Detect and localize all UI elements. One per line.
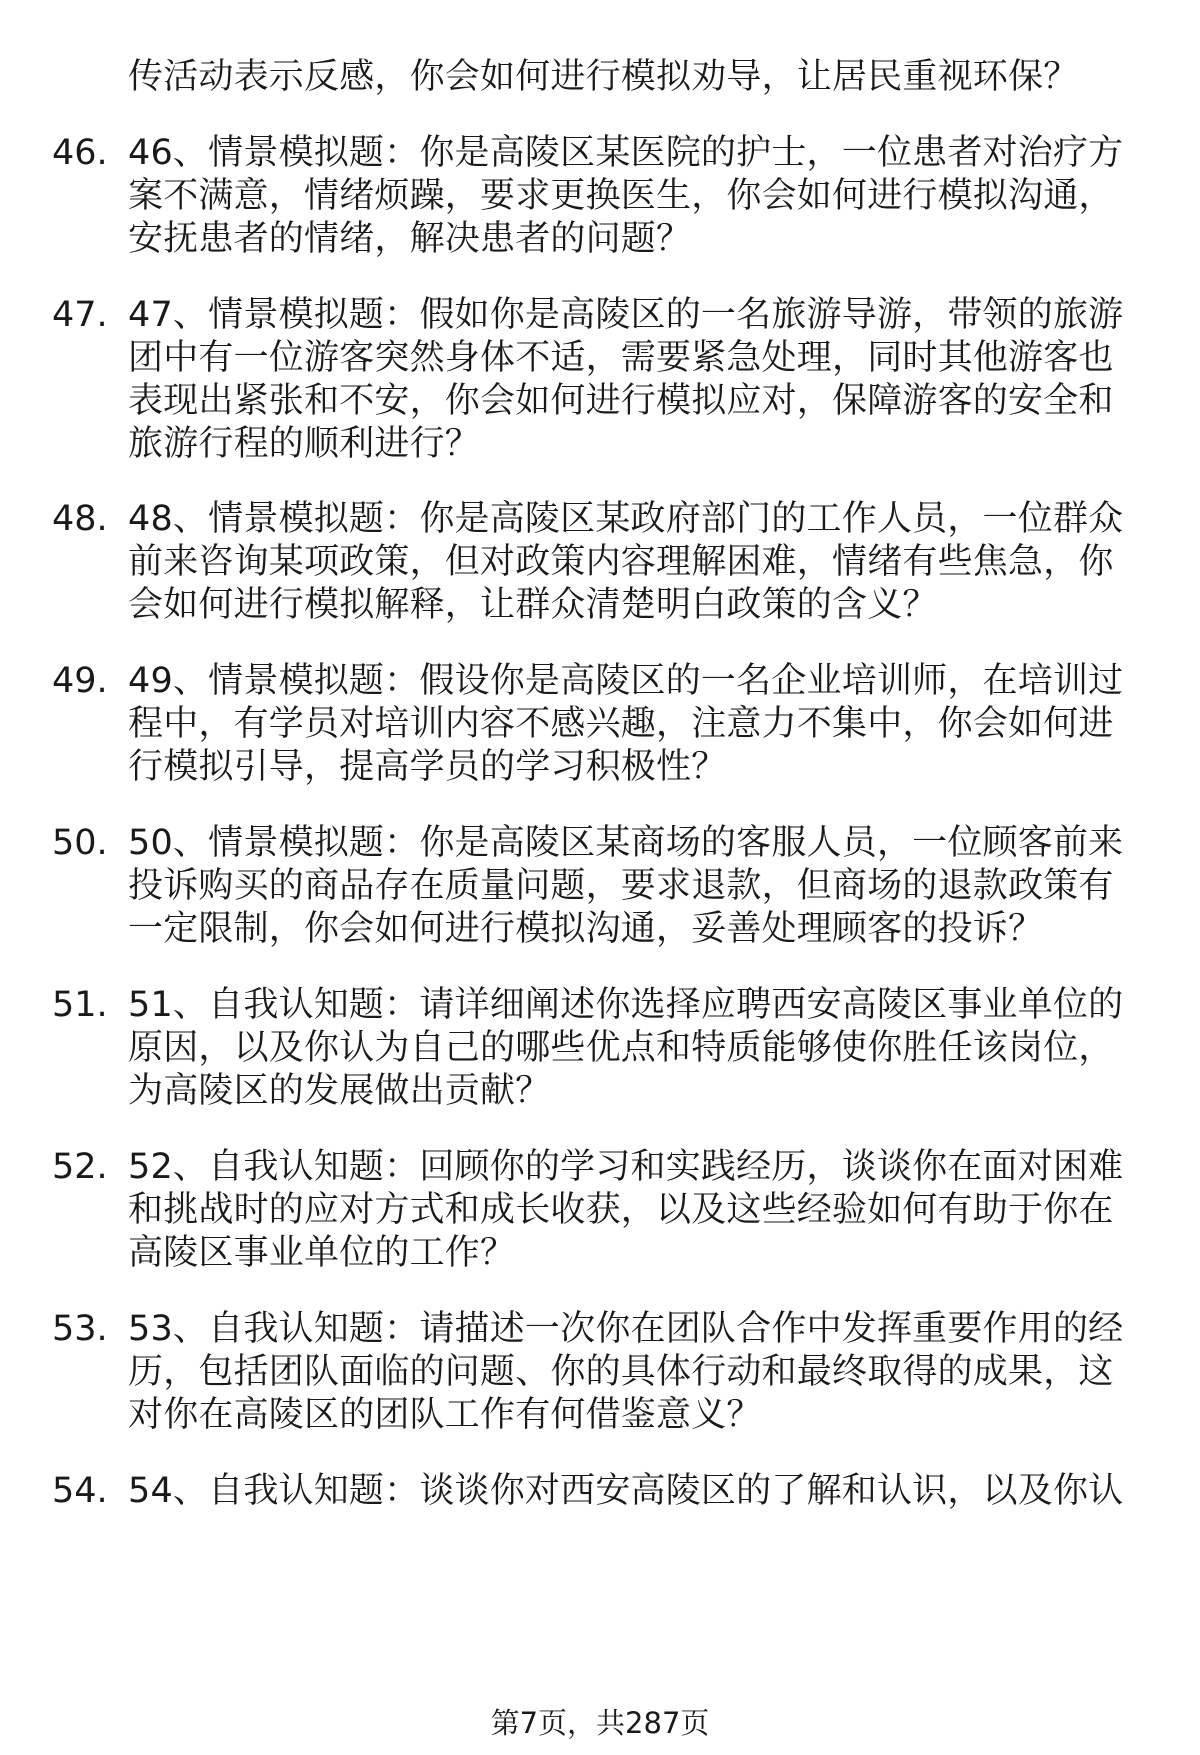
list-item-54-line-1: 54、自我认知题：谈谈你对西安高陵区的了解和认识，以及你认 [128, 1471, 1124, 1511]
list-item-number-50: 50. [52, 823, 108, 863]
list-item-47-line-1: 47、情景模拟题：假如你是高陵区的一名旅游导游，带领的旅游 [128, 295, 1124, 335]
list-item-48-line-2: 前来咨询某项政策，但对政策内容理解困难，情绪有些焦急，你 [128, 542, 1114, 582]
list-item-number-49: 49. [52, 661, 108, 701]
list-item-number-46: 46. [52, 133, 108, 173]
list-item-number-54: 54. [52, 1471, 108, 1511]
list-item-49-line-1: 49、情景模拟题：假设你是高陵区的一名企业培训师，在培训过 [128, 661, 1124, 701]
continuation-line: 传活动表示反感，你会如何进行模拟劝导，让居民重视环保？ [128, 57, 1079, 97]
list-item-47-line-4: 旅游行程的顺利进行？ [128, 424, 481, 464]
list-item-number-53: 53. [52, 1309, 108, 1349]
list-item-47-line-3: 表现出紧张和不安，你会如何进行模拟应对，保障游客的安全和 [128, 381, 1114, 421]
list-item-48-line-1: 48、情景模拟题：你是高陵区某政府部门的工作人员，一位群众 [128, 499, 1124, 539]
list-item-48-line-3: 会如何进行模拟解释，让群众清楚明白政策的含义？ [128, 585, 938, 625]
list-item-number-47: 47. [52, 295, 108, 335]
list-item-50-line-1: 50、情景模拟题：你是高陵区某商场的客服人员，一位顾客前来 [128, 823, 1124, 863]
list-item-51-line-2: 原因，以及你认为自己的哪些优点和特质能够使你胜任该岗位， [128, 1028, 1114, 1068]
list-item-53-line-2: 历，包括团队面临的问题、你的具体行动和最终取得的成果，这 [128, 1352, 1114, 1392]
list-item-46-line-3: 安抚患者的情绪，解决患者的问题？ [128, 219, 692, 259]
list-item-49-line-3: 行模拟引导，提高学员的学习积极性？ [128, 747, 727, 787]
list-item-47-line-2: 团中有一位游客突然身体不适，需要紧急处理，同时其他游客也 [128, 338, 1114, 378]
list-item-52-line-3: 高陵区事业单位的工作？ [128, 1233, 516, 1273]
list-item-50-line-2: 投诉购买的商品存在质量问题，要求退款，但商场的退款政策有 [128, 866, 1114, 906]
list-item-number-51: 51. [52, 985, 108, 1025]
list-item-number-48: 48. [52, 499, 108, 539]
list-item-50-line-3: 一定限制，你会如何进行模拟沟通，妥善处理顾客的投诉？ [128, 909, 1044, 949]
list-item-53-line-1: 53、自我认知题：请描述一次你在团队合作中发挥重要作用的经 [128, 1309, 1124, 1349]
list-item-51-line-3: 为高陵区的发展做出贡献？ [128, 1071, 551, 1111]
list-item-46-line-1: 46、情景模拟题：你是高陵区某医院的护士，一位患者对治疗方 [128, 133, 1124, 173]
list-item-number-52: 52. [52, 1147, 108, 1187]
list-item-46-line-2: 案不满意，情绪烦躁，要求更换医生，你会如何进行模拟沟通， [128, 176, 1114, 216]
list-item-52-line-1: 52、自我认知题：回顾你的学习和实践经历，谈谈你在面对困难 [128, 1147, 1124, 1187]
list-item-49-line-2: 程中，有学员对培训内容不感兴趣，注意力不集中，你会如何进 [128, 704, 1114, 744]
list-item-53-line-3: 对你在高陵区的团队工作有何借鉴意义？ [128, 1395, 762, 1435]
list-item-52-line-2: 和挑战时的应对方式和成长收获，以及这些经验如何有助于你在 [128, 1190, 1114, 1230]
list-item-51-line-1: 51、自我认知题：请详细阐述你选择应聘西安高陵区事业单位的 [128, 985, 1124, 1025]
page-footer: 第7页，共287页 [490, 1706, 710, 1740]
